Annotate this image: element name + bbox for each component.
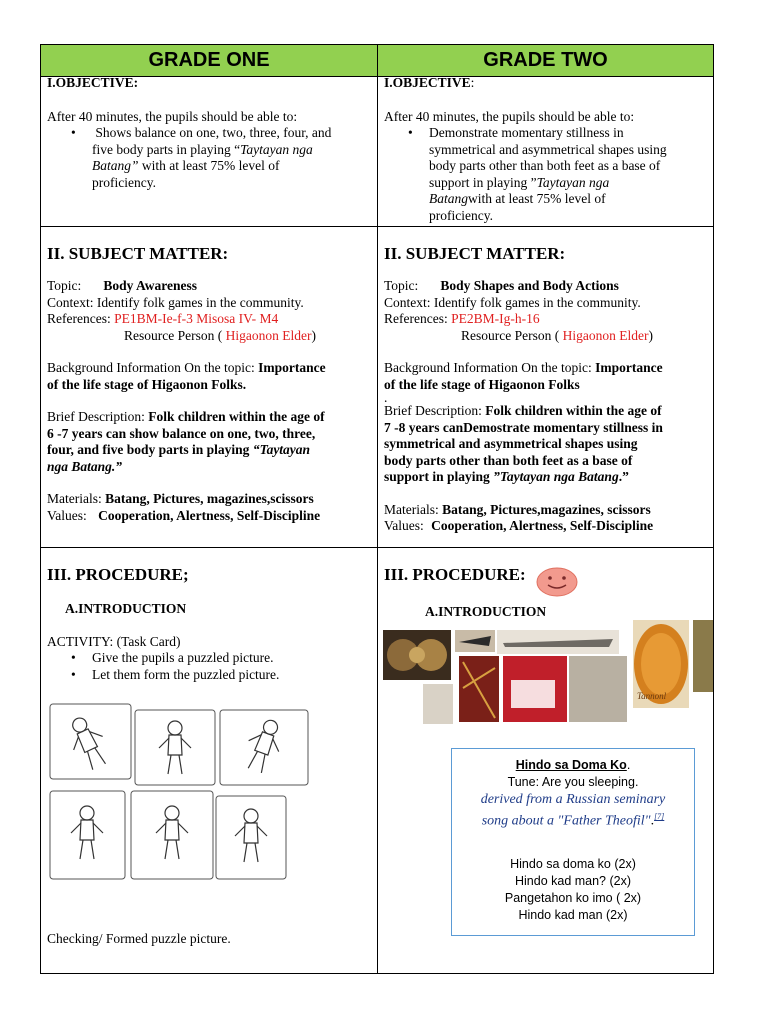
footnote-link[interactable]: [7] — [654, 812, 665, 821]
resource-person: Higaonon Elder — [222, 327, 312, 343]
photo-signature: Tannonl — [637, 691, 667, 701]
row-divider — [41, 547, 713, 548]
context: Context: Identify folk games in the community. — [384, 294, 641, 310]
grade1-subject-cell: II. SUBJECT MATTER: Topic: Body Awareness Context: Identify folk games in the community. References: PE1BM-Ie-f-3 Misosa IV- M4 Resource Person ( Higaonon Elder) Background Information On the topic: Importance of the life stage of Higaonon Folks. Brief Description: Folk children within the age of 6 -7 years can show balance on one, two, three, four, and five body parts in playing “Taytayan nga Batang.” Materials: Batang, Pictures, magazines,scissors Values: Cooperation, Alertness, Self-Discipline — [41, 244, 377, 524]
objective-intro: After 40 minutes, the pupils should be able to: — [47, 108, 298, 124]
puzzle-card — [50, 704, 131, 779]
song-origin: derived from a Russian seminary — [480, 792, 666, 807]
procedure-title: III. PROCEDURE; — [47, 565, 189, 584]
objective-title: I.OBJECTIVE — [384, 75, 471, 90]
beads-photo — [569, 656, 627, 722]
grade-one-header: GRADE ONE — [41, 45, 377, 76]
objective-bullet: • Demonstrate momentary stillness in symmetrical and asymmetrical shapes using body parts other than both feet as a base of support in playing ”Taytayan nga Batangwith at least 75% level of proficiency. — [408, 125, 667, 223]
objective-intro: After 40 minutes, the pupils should be able to: — [384, 108, 635, 124]
reference-code: PE1BM-Ie-f-3 Misosa IV- M4 — [114, 311, 279, 326]
resource-person: Higaonon Elder — [559, 327, 649, 343]
materials: Batang, Pictures, magazines,scissors — [105, 491, 314, 506]
grade1-objective-cell — [41, 75, 377, 191]
folk-items-photos — [383, 618, 713, 724]
subject-title: II. SUBJECT MATTER: — [384, 244, 566, 263]
topic-value: Body Awareness — [103, 278, 197, 293]
procedure-title: III. PROCEDURE: — [384, 565, 526, 584]
puzzle-card — [131, 791, 213, 879]
grade2-subject-cell: II. SUBJECT MATTER: Topic: Body Shapes and Body Actions Context: Identify folk games in the community. References: PE2BM-Ig-h-16 Resource Person ( Higaonon Elder) Background Information On the topic: Importance of the life stage of Higaonon Folks . Brief Description: Folk children within the age of 7 -8 years canDemostrate momentary stillness in symmetrical and asymmetrical shapes using body parts other than both feet as a base of support in playing ”Taytayan nga Batang.” Materials: Batang, Pictures,magazines, scissors Values: Cooperation, Alertness, Self-Discipline — [378, 244, 713, 535]
objective-bullet: • Shows balance on one, two, three, four, and five body parts in playing “Taytayan nga Batang” with at least 75% level of proficiency. — [71, 125, 332, 190]
objective-title: I.OBJECTIVE: — [47, 75, 139, 90]
activity-bullet: • Give the pupils a puzzled picture. — [71, 650, 274, 665]
values: Cooperation, Alertness, Self-Discipline — [431, 518, 654, 533]
song-lyric-line: Hindo kad man (2x) — [518, 907, 628, 922]
grade1-procedure-cell — [41, 565, 377, 683]
checking-text: Checking/ Formed puzzle picture. — [47, 931, 231, 946]
song-box: Hindo sa Doma Ko. Tune: Are you sleeping. derived from a Russian seminary song about a "Father Theofil".[7] Hindo sa doma ko (2x) Hindo kad man? (2x) Pangetahon ko imo ( 2x) Hindo kad man (2x) — [451, 748, 695, 936]
values: Cooperation, Alertness, Self-Discipline — [98, 507, 321, 523]
song-lyric-line: Hindo kad man? (2x) — [514, 873, 632, 888]
activity-label: ACTIVITY: (Task Card) — [47, 633, 181, 649]
song-tune: Tune: Are you sleeping. — [507, 775, 639, 789]
song-title: Hindo sa Doma Ko — [515, 758, 627, 772]
woven-mat-photo — [693, 620, 713, 692]
smiley-icon — [535, 566, 579, 598]
row-divider — [41, 226, 713, 227]
puzzle-card — [220, 710, 308, 785]
introduction-title: A.INTRODUCTION — [425, 604, 547, 619]
reference-code: PE2BM-Ig-h-16 — [451, 311, 540, 326]
puzzle-card — [50, 791, 125, 879]
grade-two-header: GRADE TWO — [378, 45, 713, 76]
puzzle-pictures — [41, 700, 377, 890]
context: Context: Identify folk games in the community. — [47, 294, 304, 310]
materials: Batang, Pictures,magazines, scissors — [442, 501, 651, 517]
song-lyric-line: Hindo sa doma ko (2x) — [510, 856, 636, 871]
lesson-plan-table — [40, 44, 714, 974]
grade2-objective-cell: I.OBJECTIVE: After 40 minutes, the pupils should be able to: • Demonstrate momentary stillness in symmetrical and asymmetrical shapes using body parts other than both feet as a base of support in playing ”Taytayan nga Batangwith at least 75% level of proficiency. — [378, 75, 713, 224]
topic-value: Body Shapes and Body Actions — [440, 278, 619, 293]
activity-bullet: • Let them form the puzzled picture. — [71, 666, 280, 682]
song-lyric-line: Pangetahon ko imo ( 2x) — [504, 890, 642, 905]
introduction-title: A.INTRODUCTION — [65, 601, 187, 616]
subject-title: II. SUBJECT MATTER: — [47, 244, 229, 263]
